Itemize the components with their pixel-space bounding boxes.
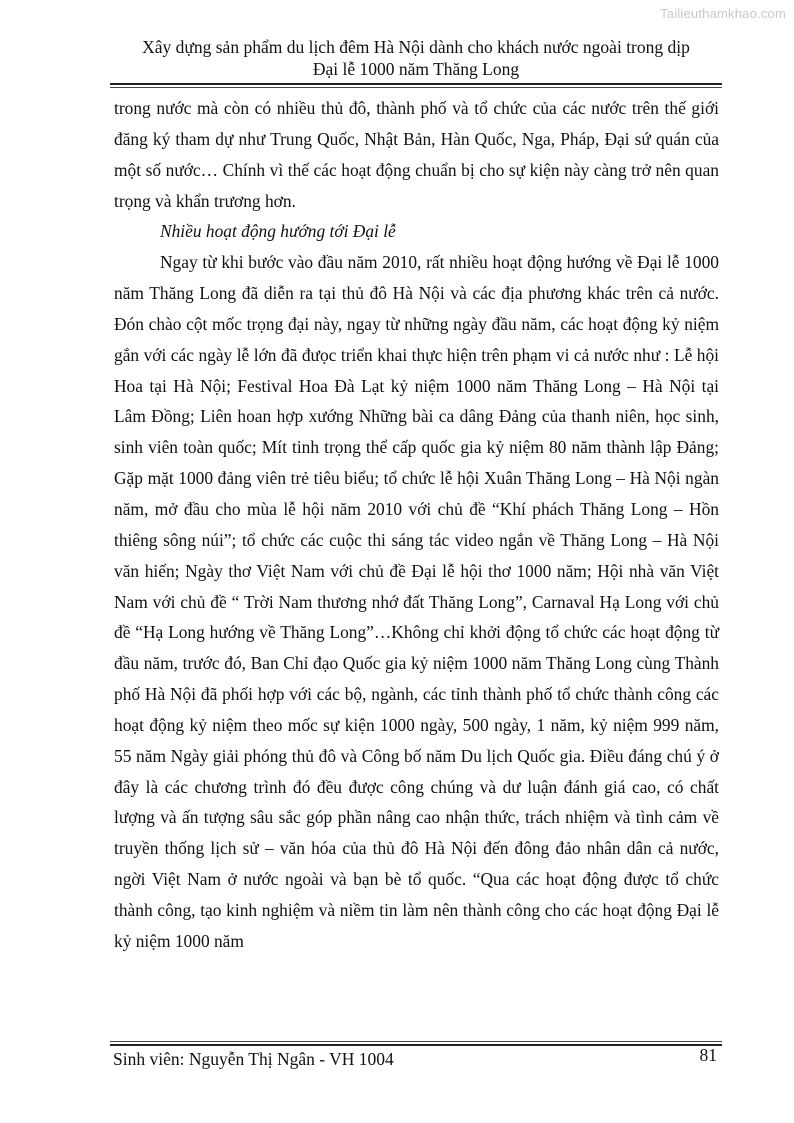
- page-header: [112, 36, 720, 80]
- header-divider-thin: [110, 87, 722, 88]
- header-divider: [110, 83, 722, 85]
- page-number: 81: [699, 1045, 717, 1065]
- footer-author: Sinh viên: Nguyễn Thị Ngân - VH 1004: [113, 1049, 394, 1069]
- body-paragraph: trong nước mà còn có nhiều thủ đô, thành phố và tổ chức của các nước trên thế giới đăng ký tham dự như Trung Quốc, Nhật Bản, Hàn Quốc, Nga, Pháp, Đại sứ quán của một số nước… Chính vì thế các hoạt động chuẩn bị cho sự kiện này càng trở nên quan trọng và khẩn trương hơn.: [114, 98, 719, 211]
- watermark-text: Tailieuthamkhao.com: [660, 6, 786, 21]
- body-paragraph: Ngay từ khi bước vào đầu năm 2010, rất nhiều hoạt động hướng về Đại lễ 1000 năm Thăng Long đã diễn ra tại thủ đô Hà Nội và các địa phương khác trên cả nước. Đón chào cột mốc trọng đại này, ngay từ những ngày đầu năm, các hoạt động kỷ niệm gắn với các ngày lễ lớn đã đưọc triển khai thực hiện trên phạm vi cả nước như : Lễ hội Hoa tại Hà Nội; Festival Hoa Đà Lạt kỷ niệm 1000 năm Thăng Long – Hà Nội tại Lâm Đồng; Liên hoan hợp xướng Những bài ca dâng Đảng của thanh niên, học sinh, sinh viên toàn quốc; Mít tinh trọng thể cấp quốc gia kỷ niệm 80 năm thành lập Đảng; Gặp mặt 1000 đảng viên trẻ tiêu biểu; tổ chức lễ hội Xuân Thăng Long – Hà Nội ngàn năm, mở đầu cho mùa lễ hội năm 2010 với chủ đề “Khí phách Thăng Long – Hồn thiêng sông núi”; tổ chức các cuộc thi sáng tác video ngắn về Thăng Long – Hà Nội văn hiến; Ngày thơ Việt Nam với chủ đề Đại lễ hội thơ 1000 năm; Hội nhà văn Việt Nam với chủ đề “ Trời Nam thương nhớ đất Thăng Long”, Carnaval Hạ Long với chủ đề “Hạ Long hướng về Thăng Long”…Không chỉ khởi động tổ chức các hoạt động từ đầu năm, trước đó, Ban Chỉ đạo Quốc gia kỷ niệm 1000 năm Thăng Long cùng Thành phố Hà Nội đã phối hợp với các bộ, ngành, các tỉnh thành phố tổ chức thành công các hoạt động kỷ niệm theo mốc sự kiện 1000 ngày, 500 ngày, 1 năm, kỷ niệm 999 năm, 55 năm Ngày giải phóng thủ đô và Công bố năm Du lịch Quốc gia. Điều đáng chú ý ở đây là các chương trình đó đều được công chúng và dư luận đánh giá cao, có chất lượng và ấn tượng sâu sắc góp phần nâng cao nhận thức, trách nhiệm và tình cảm về truyền thống lịch sử – văn hóa của thủ đô Hà Nội đến đông đảo nhân dân cả nước, ngời Việt Nam ở nước ngoài và bạn bè tổ quốc. “Qua các hoạt động được tổ chức thành công, tạo kinh nghiệm và niềm tin làm nên thành công cho các hoạt động Đại lễ kỷ niệm 1000 năm: [114, 252, 719, 951]
- section-subheading: Nhiều hoạt động hướng tới Đại lễ: [160, 221, 396, 242]
- footer-divider-thin: [110, 1041, 722, 1042]
- footer-divider: [110, 1044, 722, 1046]
- header-title-line-2: Đại lễ 1000 năm Thăng Long: [312, 59, 520, 79]
- document-body: [114, 93, 719, 957]
- header-title-line-1: Xây dựng sản phẩm du lịch đêm Hà Nội dành cho khách nước ngoài trong dịp: [142, 37, 690, 57]
